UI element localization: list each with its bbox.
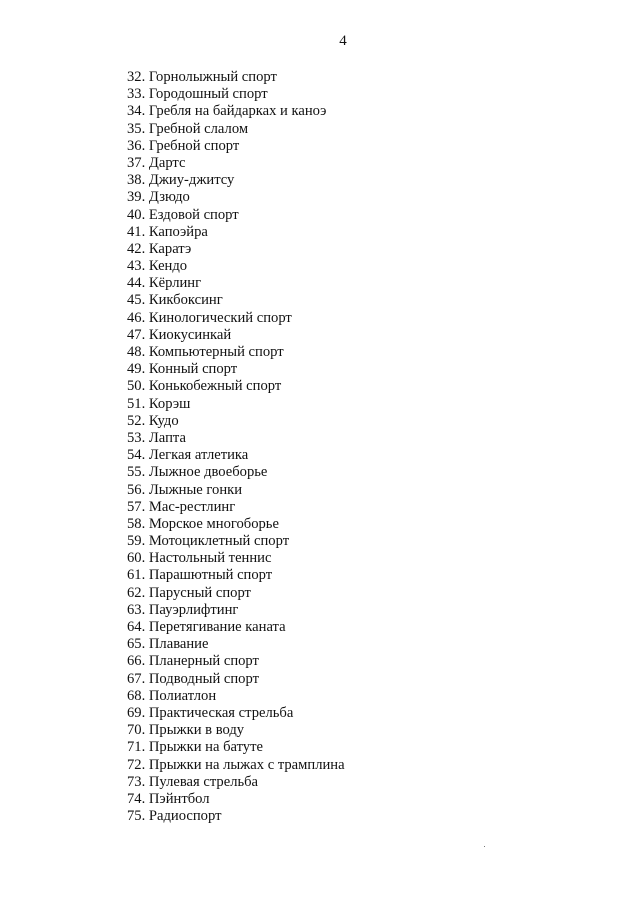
list-item: 63. Пауэрлифтинг [127, 601, 239, 618]
list-item: 73. Пулевая стрельба [127, 773, 259, 790]
list-item: 57. Мас-рестлинг [127, 498, 236, 515]
list-item: 64. Перетягивание каната [127, 619, 286, 635]
list-item: 53. Лапта [127, 429, 186, 446]
list-item: 47. Киокусинкай [127, 326, 232, 343]
list-item: 69. Практическая стрельба [127, 704, 294, 721]
list-item: 37. Дартс [127, 154, 186, 171]
list-item: 55. Лыжное двоеборье [127, 464, 268, 481]
list-item: 42. Каратэ [127, 240, 192, 257]
list-item: 39. Дзюдо [127, 189, 190, 206]
list-item: 61. Парашютный спорт [127, 567, 273, 584]
list-item: 43. Кендо [127, 258, 188, 275]
list-item: 38. Джиу-джитсу [127, 172, 235, 189]
list-item: 36. Гребной спорт [127, 137, 240, 154]
list-item: 54. Легкая атлетика [127, 447, 249, 464]
list-item: 59. Мотоциклетный спорт [127, 533, 290, 550]
list-item: 45. Кикбоксинг [127, 292, 223, 309]
list-item: 66. Планерный спорт [127, 653, 259, 670]
list-item: 33. Городошный спорт [127, 86, 268, 103]
list-item: 56. Лыжные гонки [127, 481, 243, 498]
list-item: 68. Полиатлон [127, 687, 217, 704]
list-item: 58. Морское многоборье [127, 515, 279, 532]
list-item: 72. Прыжки на лыжах с трамплина [127, 756, 345, 773]
list-item: 75. Радиоспорт [127, 808, 222, 825]
list-item: 32. Горнолыжный спорт [127, 69, 277, 85]
list-item: 60. Настольный теннис [127, 550, 272, 567]
list-item: 51. Корэш [127, 395, 191, 412]
list-item: 41. Капоэйра [127, 223, 208, 240]
list-item: 74. Пэйнтбол [127, 790, 210, 807]
list-item: 52. Кудо [127, 412, 179, 429]
list-item: 35. Гребной слалом [127, 120, 249, 137]
list-item: 49. Конный спорт [127, 361, 238, 378]
page-number: 4 [339, 33, 347, 49]
list-item: 46. Кинологический спорт [127, 309, 292, 326]
list-item: 34. Гребля на байдарках и каноэ [127, 103, 327, 120]
sport-list [127, 69, 345, 825]
list-item: 40. Ездовой спорт [127, 206, 239, 223]
list-item: 62. Парусный спорт [127, 584, 251, 601]
list-item: 50. Конькобежный спорт [127, 378, 282, 395]
list-item: 70. Прыжки в воду [127, 722, 245, 739]
list-item: 44. Кёрлинг [127, 275, 202, 292]
scan-speck [484, 846, 485, 847]
list-item: 67. Подводный спорт [127, 670, 259, 687]
list-item: 71. Прыжки на батуте [127, 739, 263, 756]
list-item: 48. Компьютерный спорт [127, 344, 284, 360]
list-item: 65. Плавание [127, 636, 209, 653]
